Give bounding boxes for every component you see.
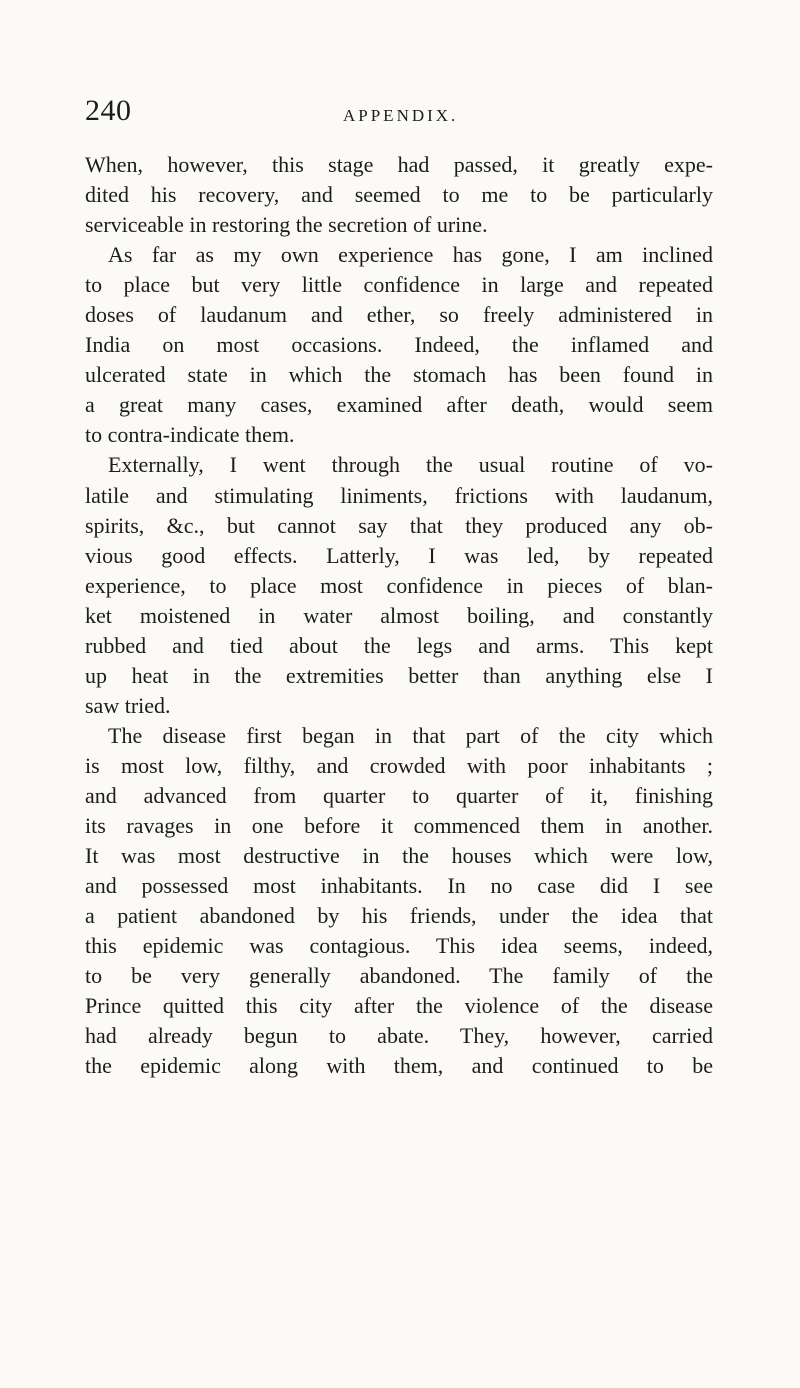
text-line: to be very generally abandoned. The family of the	[85, 963, 713, 989]
body-text	[85, 150, 713, 1081]
text-line: ulcerated state in which the stomach has been found in	[85, 362, 713, 388]
text-line: and possessed most inhabitants. In no case did I see	[85, 873, 713, 899]
text-line: It was most destructive in the houses which were low,	[85, 843, 713, 869]
text-line: the epidemic along with them, and continued to be	[85, 1053, 713, 1079]
text-line: to contra-indicate them.	[85, 422, 295, 448]
text-line: Externally, I went through the usual routine of vo-	[108, 452, 713, 478]
text-line: rubbed and tied about the legs and arms. This kept	[85, 632, 713, 658]
text-line: Prince quitted this city after the violence of the disease	[85, 993, 713, 1019]
text-line: vious good effects. Latterly, I was led, by repeated	[85, 542, 713, 568]
text-line: saw tried.	[85, 692, 171, 718]
text-line: a great many cases, examined after death, would seem	[85, 392, 713, 418]
text-line: ket moistened in water almost boiling, and constantly	[85, 602, 713, 628]
text-line: As far as my own experience has gone, I am inclined	[108, 242, 713, 268]
text-line: had already begun to abate. They, however, carried	[85, 1023, 713, 1049]
running-head: APPENDIX.	[343, 106, 459, 125]
text-line: When, however, this stage had passed, it greatly expe-	[85, 152, 713, 177]
text-line: and advanced from quarter to quarter of it, finishing	[85, 782, 713, 808]
text-line: serviceable in restoring the secretion of urine.	[85, 212, 488, 238]
text-line: doses of laudanum and ether, so freely administered in	[85, 302, 713, 328]
text-line: The disease first began in that part of the city which	[108, 722, 713, 748]
text-line: is most low, filthy, and crowded with poor inhabitants ;	[85, 752, 713, 778]
text-line: latile and stimulating liniments, frictions with laudanum,	[85, 482, 713, 508]
text-line: spirits, &c., but cannot say that they produced any ob-	[85, 512, 713, 538]
page-number: 240	[85, 94, 132, 127]
page-header	[85, 94, 725, 134]
text-line: its ravages in one before it commenced them in another.	[85, 813, 713, 839]
text-line: this epidemic was contagious. This idea seems, indeed,	[85, 933, 713, 959]
text-line: India on most occasions. Indeed, the inflamed and	[85, 332, 713, 358]
text-line: to place but very little confidence in large and repeated	[85, 272, 713, 298]
text-line: experience, to place most confidence in pieces of blan-	[85, 572, 713, 598]
text-line: up heat in the extremities better than anything else I	[85, 662, 713, 688]
text-line: a patient abandoned by his friends, under the idea that	[85, 903, 713, 929]
text-line: dited his recovery, and seemed to me to be particularly	[85, 182, 713, 208]
